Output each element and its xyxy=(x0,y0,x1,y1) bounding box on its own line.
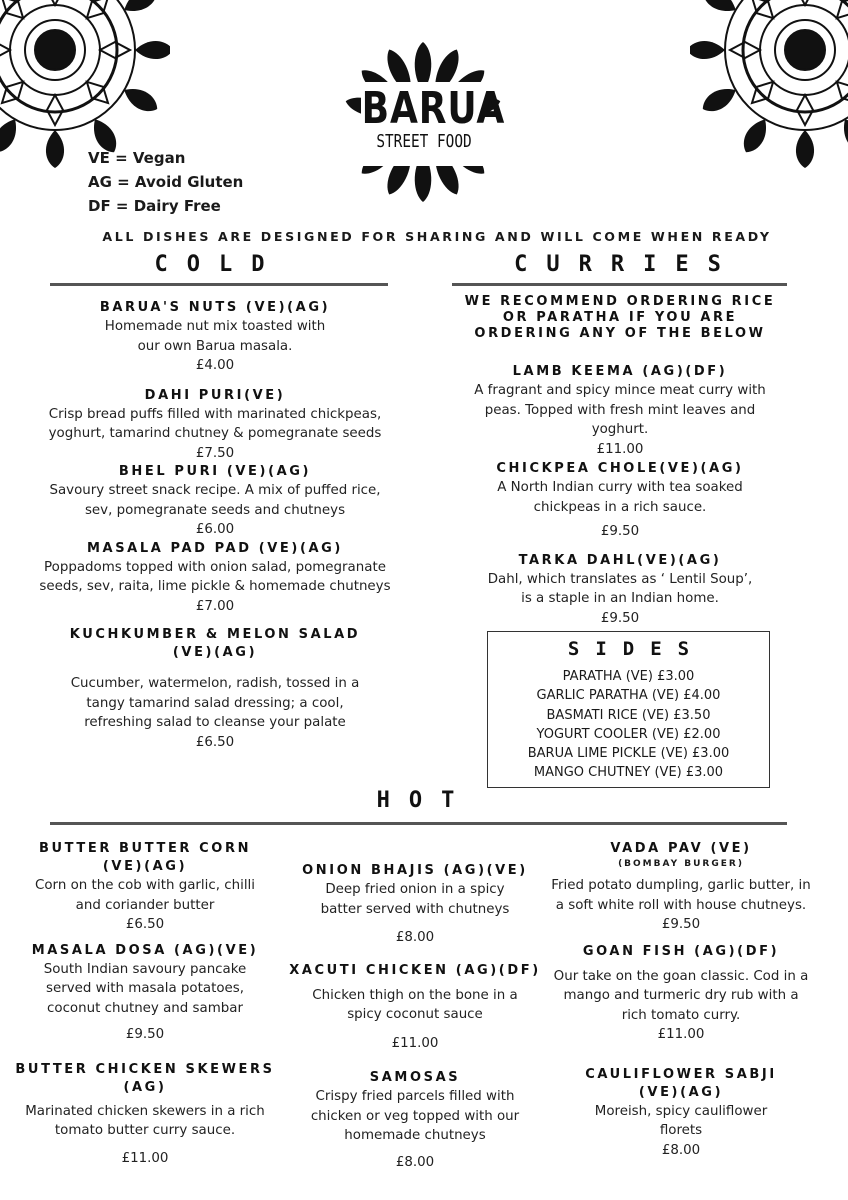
dish-name: XACUTI CHICKEN (AG)(DF) xyxy=(289,962,541,978)
list-item xyxy=(546,943,816,1045)
list-item: BARUA LIME PICKLE (VE) £3.00 xyxy=(527,746,730,762)
dish-price: £9.50 xyxy=(125,1027,165,1042)
list-item xyxy=(0,942,290,1045)
hot-divider xyxy=(50,822,787,825)
section-title-sides: SIDES xyxy=(567,638,706,660)
list-item xyxy=(280,962,550,1054)
dish-desc: tangy tamarind salad dressing; a cool, xyxy=(86,695,344,711)
list-item: BASMATI RICE (VE) £3.50 xyxy=(546,707,711,723)
dish-name: BUTTER BUTTER CORN xyxy=(38,841,252,856)
dish-desc: chickpeas in a rich sauce. xyxy=(533,499,707,515)
list-item xyxy=(280,862,550,948)
dish-price: £7.50 xyxy=(195,445,235,461)
list-item xyxy=(546,840,816,935)
list-item xyxy=(20,299,410,376)
section-title-hot: HOT xyxy=(376,788,474,813)
dish-price: £9.50 xyxy=(600,524,640,539)
list-item xyxy=(0,1061,290,1169)
dish-name: LAMB KEEMA (AG)(DF) xyxy=(512,364,728,379)
dish-name: TARKA DAHL(VE)(AG) xyxy=(518,552,722,568)
note-line: WE RECOMMEND ORDERING RICE xyxy=(464,294,776,309)
dish-desc: Fried potato dumpling, garlic butter, in xyxy=(551,878,811,893)
dish-desc: seeds, sev, raita, lime pickle & homemade chutneys xyxy=(39,579,391,594)
dish-desc: Chicken thigh on the bone in a xyxy=(312,987,518,1003)
dish-desc: sev, pomegranate seeds and chutneys xyxy=(84,502,346,518)
dish-desc: and coriander butter xyxy=(75,897,215,913)
dish-name: BARUA'S NUTS (VE)(AG) xyxy=(99,300,331,315)
note-line: OR PARATHA IF YOU ARE xyxy=(502,310,738,325)
dish-name: BHEL PURI (VE)(AG) xyxy=(118,464,312,479)
dish-desc: Marinated chicken skewers in a rich xyxy=(25,1103,265,1119)
list-item xyxy=(280,1069,550,1172)
curries-items xyxy=(440,363,800,628)
section-title-curries: CURRIES xyxy=(514,252,740,277)
list-item: MANGO CHUTNEY (VE) £3.00 xyxy=(533,765,724,781)
brand-name: BARUA xyxy=(361,83,506,134)
dish-desc: spicy coconut sauce xyxy=(347,1007,483,1022)
list-item: YOGURT COOLER (VE) £2.00 xyxy=(536,726,721,742)
dish-name: GOAN FISH (AG)(DF) xyxy=(582,943,780,959)
dish-name: SAMOSAS xyxy=(369,1070,461,1085)
dish-desc: tomato butter curry sauce. xyxy=(54,1123,236,1138)
sharing-notice: ALL DISHES ARE DESIGNED FOR SHARING AND WILL COME WHEN READY xyxy=(102,229,772,244)
dish-desc: Savoury street snack recipe. A mix of puffed rice, xyxy=(49,483,381,498)
dish-name: CHICKPEA CHOLE(VE)(AG) xyxy=(496,461,744,476)
dish-desc: Homemade nut mix toasted with xyxy=(104,319,326,334)
section-title-cold: COLD xyxy=(154,252,284,277)
dish-desc: chicken or veg topped with our xyxy=(310,1108,520,1124)
dish-desc: Moreish, spicy cauliflower xyxy=(594,1103,768,1119)
dish-name: DAHI PURI(VE) xyxy=(144,387,286,403)
dish-desc: yoghurt. xyxy=(591,422,649,437)
dish-name: VADA PAV (VE) xyxy=(610,841,752,856)
dish-name-suffix: (VE)(AG) xyxy=(638,1084,724,1100)
brand-logo xyxy=(348,83,506,152)
dish-desc: florets xyxy=(659,1123,703,1138)
dish-name-suffix: (VE)(AG) xyxy=(172,645,258,660)
list-item xyxy=(546,1066,816,1161)
dish-price: £7.00 xyxy=(195,598,235,614)
dish-price: £11.00 xyxy=(657,1027,705,1042)
cold-items xyxy=(20,299,410,752)
dish-desc: our own Barua masala. xyxy=(137,338,293,354)
list-item xyxy=(440,460,800,542)
note-line: ORDERING ANY OF THE BELOW xyxy=(474,326,766,341)
dish-desc: peas. Topped with fresh mint leaves and xyxy=(484,402,756,418)
mandala-top-right-icon xyxy=(690,0,848,170)
list-item xyxy=(20,626,410,752)
dish-desc: batter served with chutneys xyxy=(320,901,510,917)
dish-desc: South Indian savoury pancake xyxy=(43,961,247,977)
legend-dairy-free: DF = Dairy Free xyxy=(88,197,221,215)
dish-desc: Cucumber, watermelon, radish, tossed in a xyxy=(70,676,360,691)
dish-price: £8.00 xyxy=(661,1142,701,1158)
dish-desc: homemade chutneys xyxy=(344,1128,486,1143)
list-item: PARATHA (VE) £3.00 xyxy=(562,669,695,684)
list-item xyxy=(20,540,410,617)
dish-price: £8.00 xyxy=(395,930,435,945)
brand-tagline: STREET FOOD xyxy=(376,131,472,152)
dish-name: KUCHKUMBER & MELON SALAD xyxy=(69,627,361,642)
dish-desc: mango and turmeric dry rub with a xyxy=(563,988,799,1003)
hot-column-right xyxy=(546,840,816,1160)
cold-divider xyxy=(50,283,388,286)
dish-price: £11.00 xyxy=(121,1150,169,1166)
dish-name: BUTTER CHICKEN SKEWERS xyxy=(15,1061,275,1077)
list-item xyxy=(20,387,410,464)
dish-desc: refreshing salad to cleanse your palate xyxy=(84,715,346,730)
legend-vegan: VE = Vegan xyxy=(88,149,186,167)
sides-list xyxy=(488,667,769,783)
dish-desc: Dahl, which translates as ‘ Lentil Soup’, xyxy=(487,571,753,587)
list-item xyxy=(440,363,800,459)
dish-desc: Poppadoms topped with onion salad, pomegranate xyxy=(44,559,386,575)
dish-price: £11.00 xyxy=(391,1035,439,1051)
dish-name: CAULIFLOWER SABJI xyxy=(585,1066,777,1082)
list-item xyxy=(20,463,410,540)
hot-column-left xyxy=(0,840,290,1168)
list-item: GARLIC PARATHA (VE) £4.00 xyxy=(536,688,721,704)
dish-name: MASALA DOSA (AG)(VE) xyxy=(31,942,259,958)
dish-desc: Our take on the goan classic. Cod in a xyxy=(553,968,809,984)
list-item xyxy=(440,552,800,629)
dish-desc: a soft white roll with house chutneys. xyxy=(555,897,807,913)
dish-desc: Crispy fried parcels filled with xyxy=(315,1089,515,1104)
dish-desc: is a staple in an Indian home. xyxy=(521,591,719,606)
dish-price: £4.00 xyxy=(195,358,235,373)
dish-price: £6.50 xyxy=(125,917,165,932)
dish-desc: A North Indian curry with tea soaked xyxy=(497,480,743,495)
dish-price: £6.00 xyxy=(195,522,235,537)
dish-desc: coconut chutney and sambar xyxy=(47,1000,243,1016)
dish-price: £11.00 xyxy=(596,441,644,457)
dish-name-suffix: (AG) xyxy=(123,1079,167,1095)
dish-desc: rich tomato curry. xyxy=(621,1007,741,1023)
legend-avoid-gluten: AG = Avoid Gluten xyxy=(88,173,244,191)
dish-price: £6.50 xyxy=(195,734,235,750)
dish-price: £9.50 xyxy=(661,917,701,932)
mandala-top-left-icon xyxy=(0,0,170,170)
dish-desc: yoghurt, tamarind chutney & pomegranate seeds xyxy=(48,426,382,441)
dish-name: MASALA PAD PAD (VE)(AG) xyxy=(87,540,343,556)
dish-name-suffix: (VE)(AG) xyxy=(102,859,188,874)
dish-name: ONION BHAJIS (AG)(VE) xyxy=(302,863,528,878)
dietary-legend xyxy=(88,146,243,218)
dish-price: £9.50 xyxy=(600,610,640,626)
sides-box xyxy=(487,631,770,788)
hot-column-middle xyxy=(280,862,550,1172)
dish-desc: Corn on the cob with garlic, chilli xyxy=(35,878,255,893)
dish-desc: A fragrant and spicy mince meat curry with xyxy=(474,383,766,398)
list-item xyxy=(0,840,290,935)
dish-desc: Crisp bread puffs filled with marinated chickpeas, xyxy=(48,406,382,422)
dish-price: £8.00 xyxy=(395,1154,435,1170)
dish-desc: Deep fried onion in a spicy xyxy=(325,882,505,897)
dish-desc: served with masala potatoes, xyxy=(46,981,244,996)
dish-subtitle: (BOMBAY BURGER) xyxy=(618,859,744,869)
curries-divider xyxy=(452,283,787,286)
curries-note xyxy=(440,294,800,342)
